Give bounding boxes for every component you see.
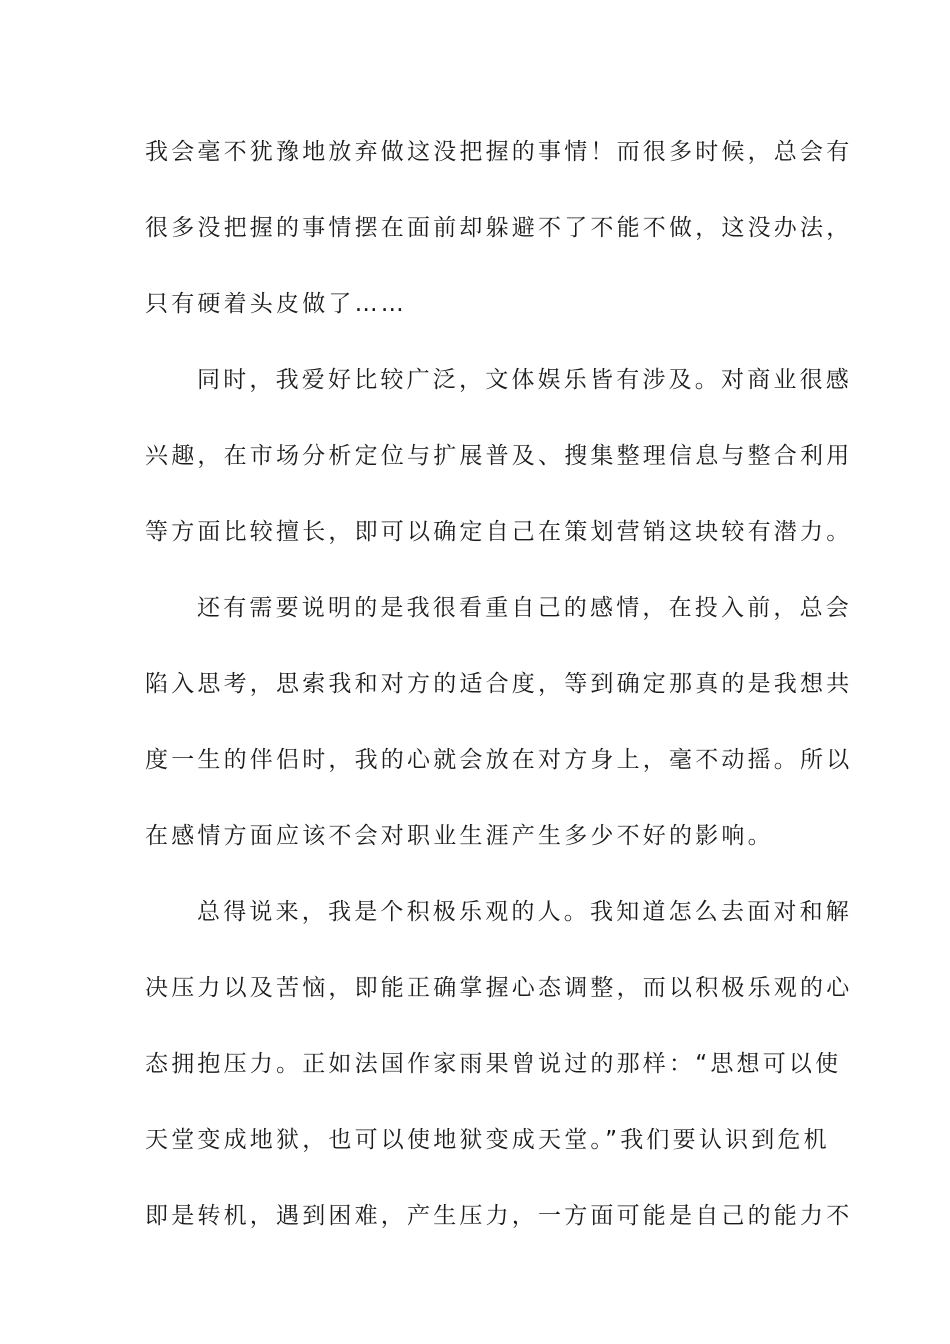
text-line: 即是转机，遇到困难，产生压力，一方面可能是自己的能力不 bbox=[145, 1203, 853, 1229]
text-line: 陷入思考，思索我和对方的适合度，等到确定那真的是我想共 bbox=[145, 671, 853, 697]
document-body bbox=[145, 128, 853, 1268]
text-line: 兴趣，在市场分析定位与扩展普及、搜集整理信息与整合利用 bbox=[145, 443, 853, 469]
text-line: 态拥抱压力。正如法国作家雨果曾说过的那样：“思想可以使 bbox=[145, 1051, 842, 1077]
text-line: 在感情方面应该不会对职业生涯产生多少不好的影响。 bbox=[145, 823, 774, 849]
paragraph-first-line: 总得说来，我是个积极乐观的人。我知道怎么去面对和解 bbox=[197, 899, 852, 925]
text-line: 我会毫不犹豫地放弃做这没把握的事情！而很多时候，总会有 bbox=[145, 139, 853, 165]
text-line: 很多没把握的事情摆在面前却躲避不了不能不做，这没办法， bbox=[145, 215, 853, 241]
text-line: 决压力以及苦恼，即能正确掌握心态调整，而以积极乐观的心 bbox=[145, 975, 853, 1001]
paragraph-first-line: 还有需要说明的是我很看重自己的感情，在投入前，总会 bbox=[197, 595, 852, 621]
text-line: 度一生的伴侣时，我的心就会放在对方身上，毫不动摇。所以 bbox=[145, 747, 853, 773]
text-line: 天堂变成地狱，也可以使地狱变成天堂。”我们要认识到危机 bbox=[145, 1127, 830, 1153]
text-line: 只有硬着头皮做了…… bbox=[145, 291, 407, 317]
paragraph-first-line: 同时，我爱好比较广泛，文体娱乐皆有涉及。对商业很感 bbox=[197, 367, 852, 393]
text-line: 等方面比较擅长，即可以确定自己在策划营销这块较有潜力。 bbox=[145, 519, 853, 545]
